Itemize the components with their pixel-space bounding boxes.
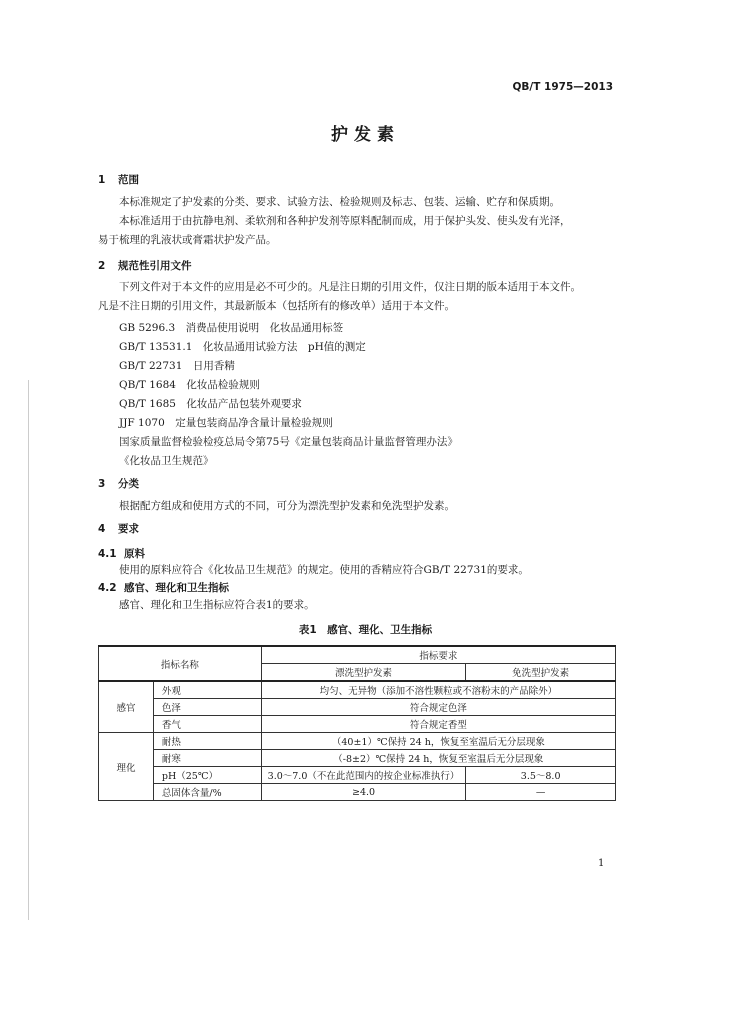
row-label: 耐热: [153, 733, 261, 750]
row-value: 符合规定香型: [261, 716, 615, 733]
row-value-leave: —: [466, 784, 616, 801]
paragraph: 下列文件对于本文件的应用是必不可少的。凡是注日期的引用文件，仅注日期的版本适用于本文件。: [119, 281, 581, 293]
section-title: 要求: [118, 523, 139, 535]
section-2-body: [98, 278, 618, 316]
section-2-heading: [98, 258, 192, 273]
row-label: 外观: [153, 681, 261, 699]
section-title: 原料: [124, 548, 145, 560]
table-caption: 表1 感官、理化、卫生指标: [298, 624, 433, 636]
reference-item: 国家质量监督检验检疫总局令第75号《定量包装商品计量监督管理办法》: [119, 436, 458, 448]
row-value: 均匀、无异物（添加不溶性颗粒或不溶粉末的产品除外）: [261, 681, 615, 699]
section-number: 1: [98, 174, 106, 186]
section-4-2-body: [98, 596, 618, 615]
group-sensory: 感官: [99, 681, 154, 733]
reference-item: QB/T 1684 化妆品检验规则: [119, 379, 260, 391]
document-title: 护发素: [331, 125, 400, 145]
reference-item: GB/T 22731 日用香精: [119, 360, 235, 372]
spec-table: [98, 645, 616, 801]
row-value-rinse: 3.0～7.0（不在此范围内的按企业标准执行）: [261, 767, 466, 784]
group-physchem: 理化: [99, 733, 154, 801]
section-number: 4: [98, 523, 106, 535]
section-title: 范围: [118, 174, 139, 186]
section-4-2-heading: [98, 580, 229, 595]
section-4-heading: [98, 521, 139, 536]
header-requirement: 指标要求: [261, 646, 615, 664]
row-value: （40±1）℃保持 24 h，恢复至室温后无分层现象: [261, 733, 615, 750]
row-label: 总固体含量/%: [153, 784, 261, 801]
row-value-leave: 3.5～8.0: [466, 767, 616, 784]
table-row: [99, 767, 616, 784]
table-row: [99, 699, 616, 716]
paragraph: 使用的原料应符合《化妆品卫生规范》的规定。使用的香精应符合GB/T 22731的要求。: [119, 564, 529, 576]
page-number: 1: [598, 858, 605, 869]
section-title: 分类: [118, 478, 139, 490]
section-title: 感官、理化和卫生指标: [124, 582, 229, 594]
row-value-rinse: ≥4.0: [261, 784, 466, 801]
section-1-heading: [98, 172, 139, 187]
section-number: 4.1: [98, 548, 117, 560]
reference-item: 《化妆品卫生规范》: [119, 455, 214, 467]
row-label: 色泽: [153, 699, 261, 716]
section-number: 3: [98, 478, 106, 490]
section-1-body: [98, 193, 618, 250]
paragraph-continuation: 易于梳理的乳液状或膏霜状护发产品。: [98, 234, 277, 246]
section-number: 4.2: [98, 582, 117, 594]
row-value: （-8±2）℃保持 24 h，恢复至室温后无分层现象: [261, 750, 615, 767]
paragraph: 根据配方组成和使用方式的不同，可分为漂洗型护发素和免洗型护发素。: [119, 500, 455, 512]
section-number: 2: [98, 260, 106, 272]
paragraph: 感官、理化和卫生指标应符合表1的要求。: [119, 599, 315, 611]
scan-margin-line: [28, 380, 29, 920]
header-leave-in-type: 免洗型护发素: [466, 664, 616, 682]
table-row: [99, 784, 616, 801]
row-label: 香气: [153, 716, 261, 733]
table-row: [99, 681, 616, 699]
table-row: [99, 716, 616, 733]
section-3-body: [98, 497, 618, 516]
row-value: 符合规定色泽: [261, 699, 615, 716]
row-label: pH（25℃）: [153, 767, 261, 784]
section-4-1-body: [98, 561, 618, 580]
header-indicator-name: 指标名称: [99, 646, 262, 681]
row-label: 耐寒: [153, 750, 261, 767]
table-row: [99, 733, 616, 750]
header-rinse-type: 漂洗型护发素: [261, 664, 466, 682]
section-3-heading: [98, 476, 139, 491]
paragraph-continuation: 凡是不注日期的引用文件，其最新版本（包括所有的修改单）适用于本文件。: [98, 300, 455, 312]
paragraph: 本标准规定了护发素的分类、要求、试验方法、检验规则及标志、包装、运输、贮存和保质期。: [119, 196, 560, 208]
reference-item: GB 5296.3 消费品使用说明 化妆品通用标签: [119, 322, 344, 334]
reference-item: QB/T 1685 化妆品产品包装外观要求: [119, 398, 302, 410]
reference-item: JJF 1070 定量包装商品净含量计量检验规则: [119, 417, 333, 429]
paragraph: 本标准适用于由抗静电剂、柔软剂和各种护发剂等原料配制而成，用于保护头发、使头发有光泽，: [119, 215, 571, 227]
section-4-1-heading: [98, 546, 145, 561]
table-header-row: [99, 646, 616, 664]
standard-number: QB/T 1975—2013: [512, 81, 613, 93]
table-row: [99, 750, 616, 767]
section-title: 规范性引用文件: [118, 260, 192, 272]
reference-item: GB/T 13531.1 化妆品通用试验方法 pH值的测定: [119, 341, 366, 353]
